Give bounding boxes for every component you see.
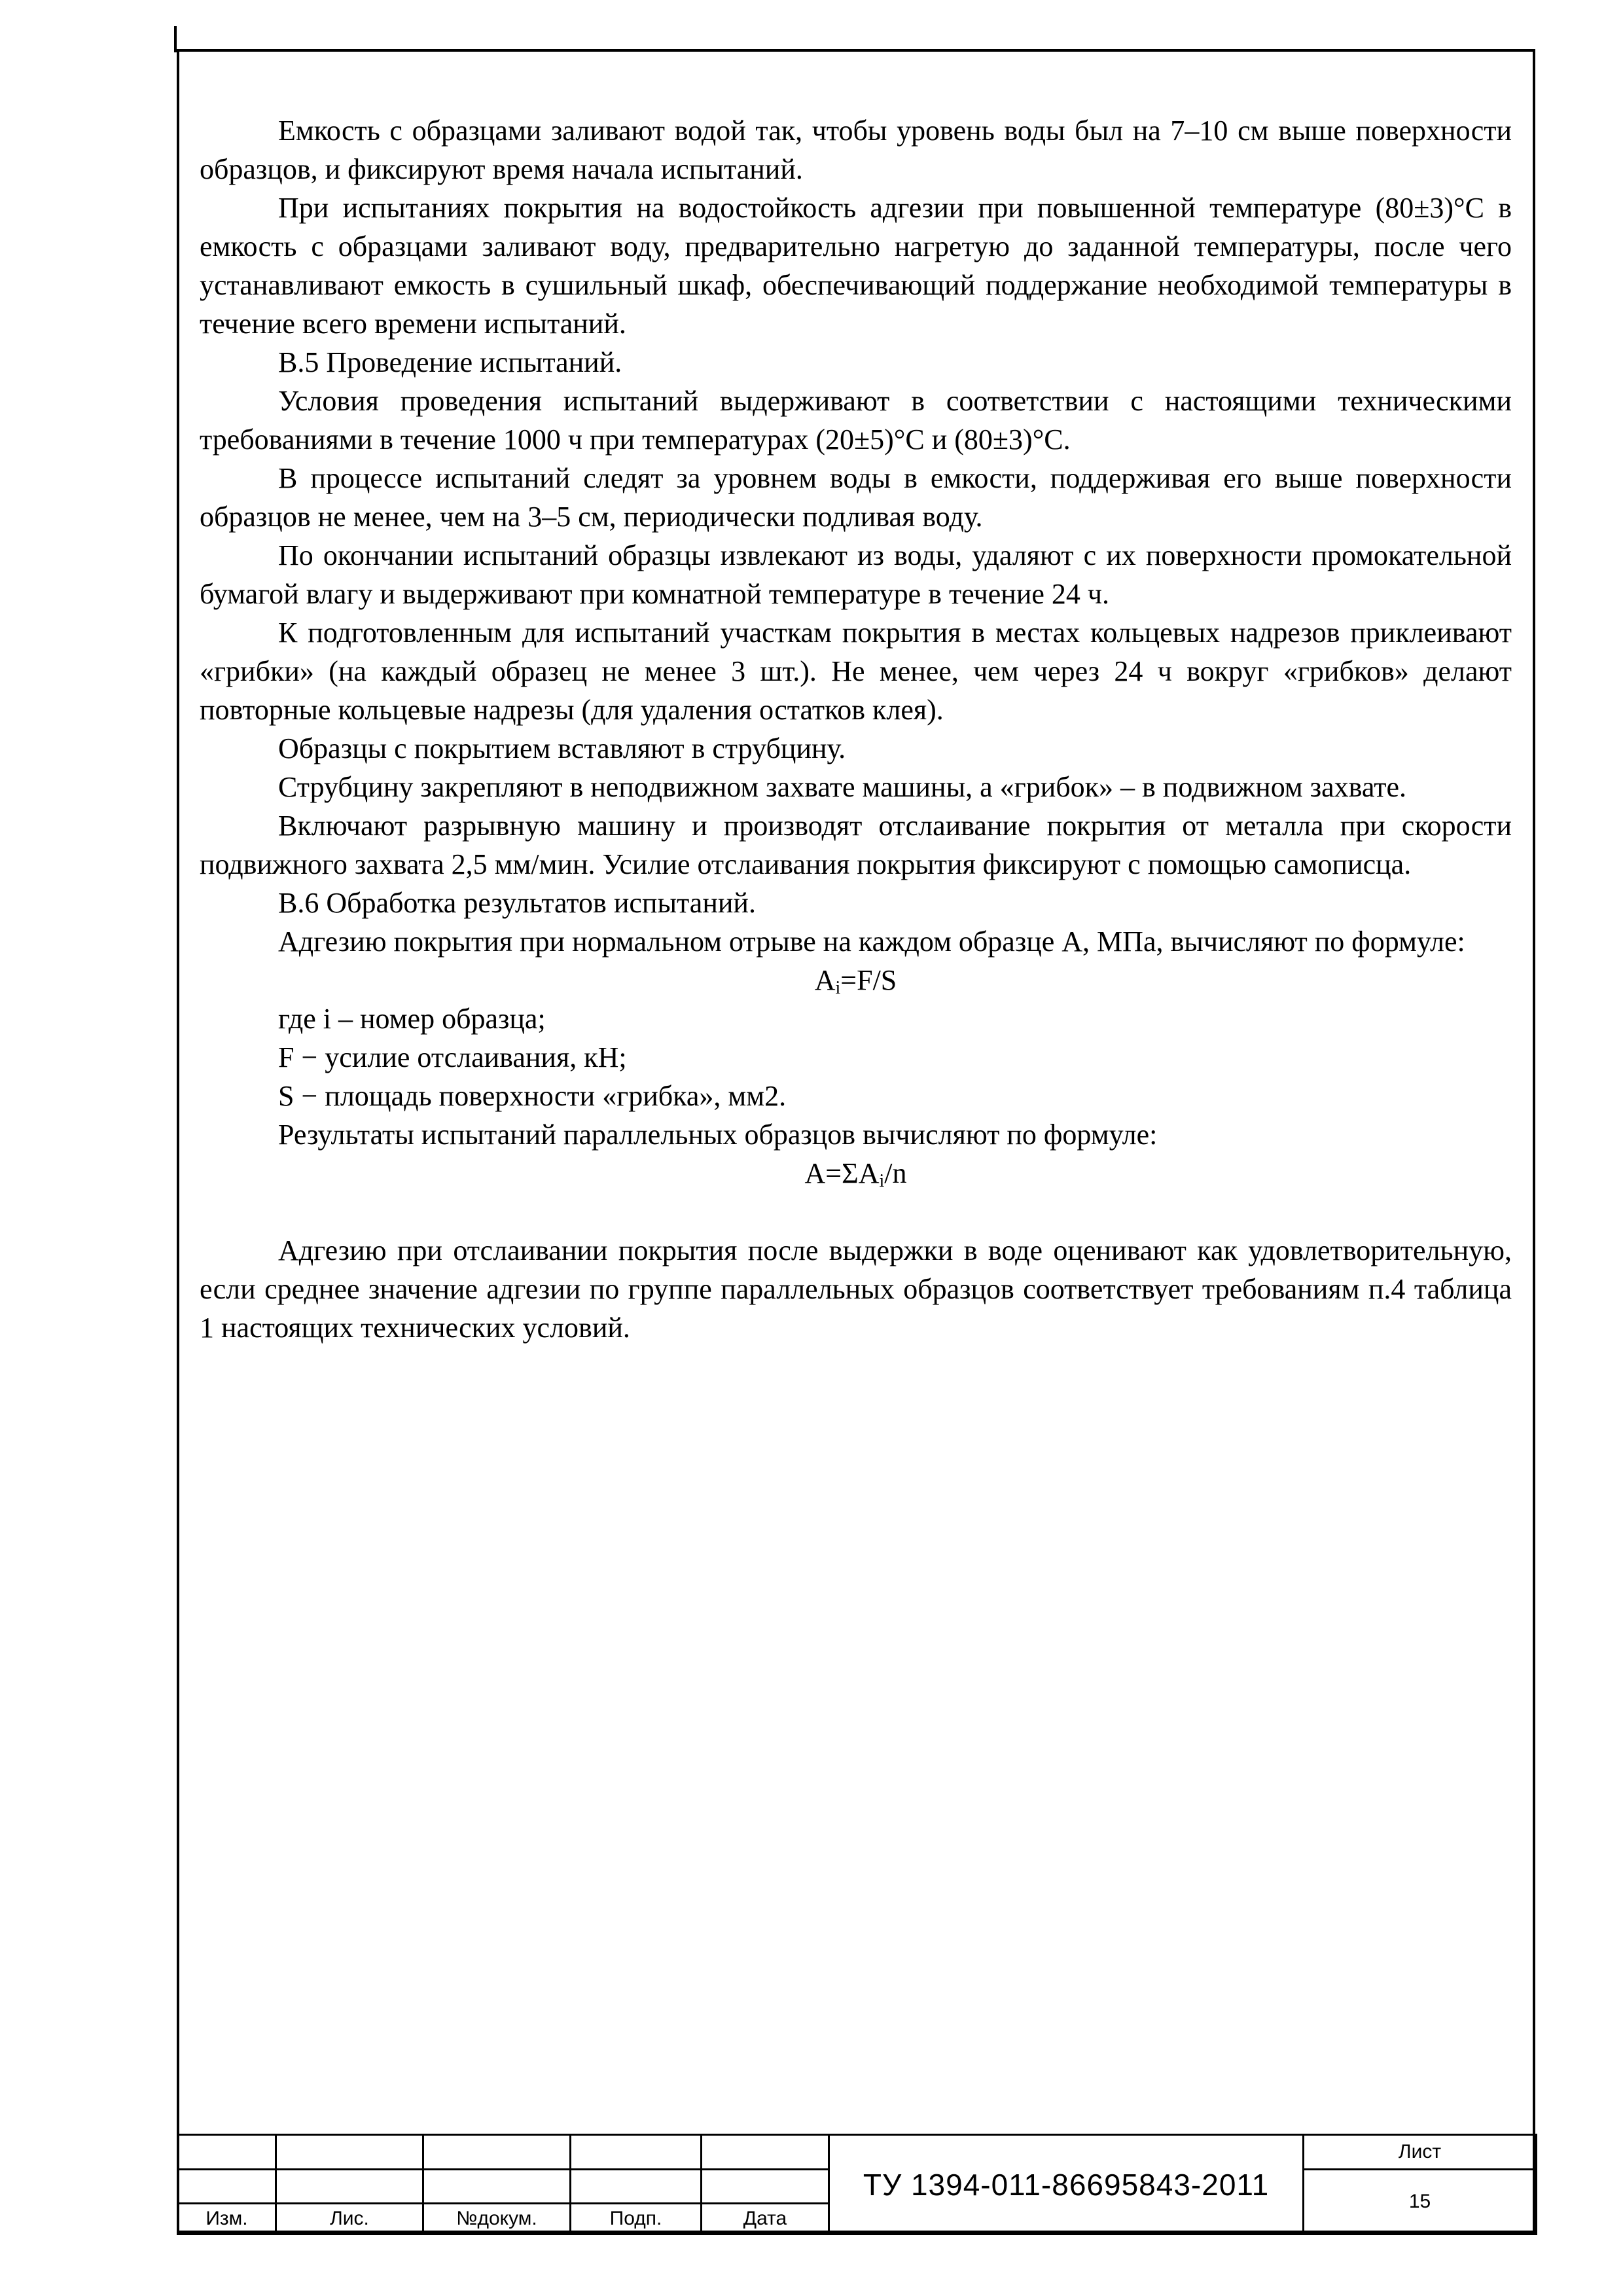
sheet-col-label: Лис. xyxy=(276,2204,423,2234)
date-label: Дата xyxy=(702,2204,829,2234)
doc-number-label: №докум. xyxy=(423,2204,571,2234)
results-intro: Результаты испытаний параллельных образцов вычисляют по формуле: xyxy=(278,1119,1158,1151)
signature-label: Подп. xyxy=(571,2204,702,2234)
rev-label: Изм. xyxy=(178,2204,276,2234)
paragraph: Включают разрывную машину и производят отслаивание покрытия от металла при скорости подвижного захвата 2,5 мм/мин. Усилие отслаивания покрытия фиксируют с помощью самописца. xyxy=(200,810,1512,880)
definition-line: где i – номер образца; xyxy=(278,1003,546,1035)
sheet-label: Лист xyxy=(1304,2135,1537,2170)
section-heading: В.5 Проведение испытаний. xyxy=(278,346,622,378)
paragraph: Условия проведения испытаний выдерживают в соответствии с настоящими техническими требованиями в течение 1000 ч при температурах (20±5)°С и (80±3)°С. xyxy=(200,385,1512,456)
paragraph: В процессе испытаний следят за уровнем воды в емкости, поддерживая его выше поверхности образцов не менее, чем на 3–5 см, периодически подливая воду. xyxy=(200,462,1512,533)
paragraph: Емкость с образцами заливают водой так, чтобы уровень воды был на 7–10 см выше поверхности образцов, и фиксируют время начала испытаний. xyxy=(200,115,1512,185)
formula-average: $A=\Sigma A_i/n$ xyxy=(804,1157,907,1191)
paragraph: По окончании испытаний образцы извлекают из воды, удаляют с их поверхности промокательной бумагой влагу и выдерживают при комнатной температуре в течение 24 ч. xyxy=(200,539,1512,610)
paragraph: Струбцину закрепляют в неподвижном захвате машины, а «грибок» – в подвижном захвате. xyxy=(278,771,1406,803)
paragraph: К подготовленным для испытаний участкам покрытия в местах кольцевых надрезов приклеивают «грибки» (на каждый образец не менее 3 шт.). Не менее, чем через 24 ч вокруг «грибков» делают повторные кольцевые надрезы (для удаления остатков клея). xyxy=(200,617,1512,726)
formula-individual: $A_i=F/S$ xyxy=(814,964,897,998)
document-code: ТУ 1394-011-86695843-2011 xyxy=(829,2135,1304,2234)
sheet-number: 15 xyxy=(1304,2170,1537,2234)
document-body xyxy=(200,111,1512,1347)
binding-edge-tick xyxy=(174,26,177,52)
title-block xyxy=(177,2134,1535,2233)
definition-line: F − усилие отслаивания, кН; xyxy=(278,1041,627,1073)
paragraph: Образцы с покрытием вставляют в струбцину. xyxy=(278,732,846,764)
section-heading: В.6 Обработка результатов испытаний. xyxy=(278,887,756,919)
conclusion-paragraph: Адгезию при отслаивании покрытия после выдержки в воде оценивают как удовлетворительную, если среднее значение адгезии по группе параллельных образцов соответствует требованиям п.4 таблица 1 настоящих технических условий. xyxy=(200,1234,1512,1344)
paragraph: При испытаниях покрытия на водостойкость адгезии при повышенной температуре (80±3)°С в емкость с образцами заливают воду, предварительно нагретую до заданной температуры, после чего устанавливают емкость в сушильный шкаф, обеспечивающий поддержание необходимой температуры в течение всего времени испытаний. xyxy=(200,192,1512,340)
definition-line: S − площадь поверхности «грибка», мм2. xyxy=(278,1080,787,1112)
paragraph: Адгезию покрытия при нормальном отрыве на каждом образце А, МПа, вычисляют по формуле: xyxy=(278,925,1465,958)
